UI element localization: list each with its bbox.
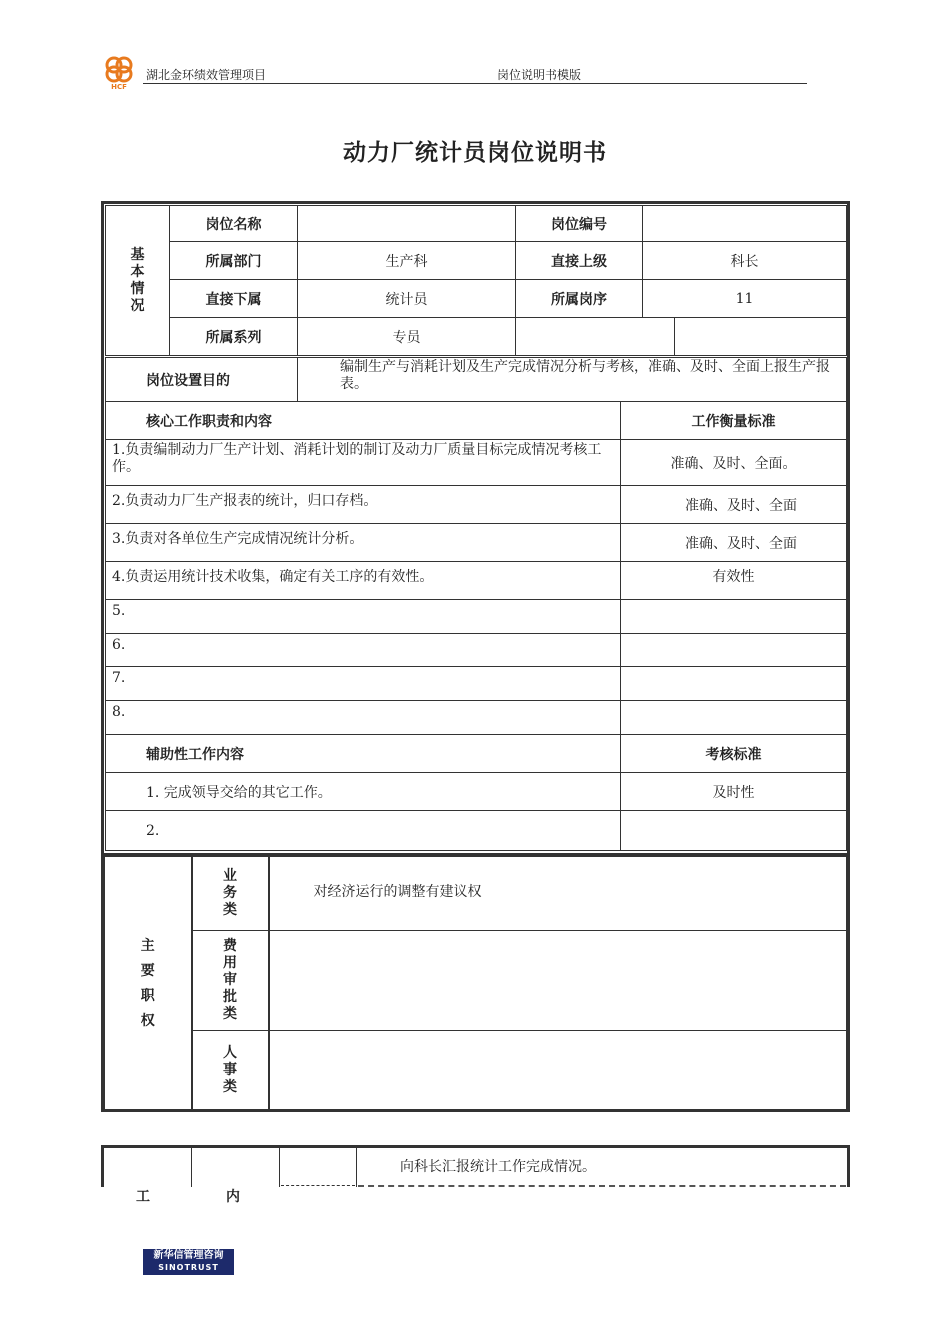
work-dashed-line <box>281 1185 355 1186</box>
authority-category: 费用审批类 <box>192 931 269 1031</box>
core-duty: 6. <box>106 634 621 667</box>
sequence-label: 所属岗序 <box>516 280 643 318</box>
position-name-label: 岗位名称 <box>170 206 298 242</box>
sinotrust-logo: 新华信管理咨询 SINOTRUST <box>143 1249 234 1275</box>
subordinate-label: 直接下属 <box>170 280 298 318</box>
core-standard: 准确、及时、全面。 <box>621 440 847 486</box>
core-standard: 有效性 <box>621 562 847 600</box>
svg-text:HCF: HCF <box>111 83 127 90</box>
core-duty: 1.负责编制动力厂生产计划、消耗计划的制订及动力厂质量目标完成情况考核工作。 <box>106 440 621 486</box>
core-standard <box>621 667 847 701</box>
work-col-divider <box>356 1148 357 1187</box>
company-project-label: 湖北金环绩效管理项目 <box>146 68 267 82</box>
subordinate-value: 统计员 <box>298 280 516 318</box>
aux-standard: 及时性 <box>621 773 847 811</box>
work-table-top-border <box>101 1145 850 1148</box>
core-standard: 准确、及时、全面 <box>621 524 847 562</box>
department-value: 生产科 <box>298 242 516 280</box>
authority-content: 对经济运行的调整有建议权 <box>269 857 847 931</box>
position-code-value <box>643 206 847 242</box>
basic-section-label: 基本情况 <box>106 206 170 356</box>
basic-info-table <box>105 205 847 356</box>
document-title: 动力厂统计员岗位说明书 <box>343 140 607 166</box>
work-label-1: 工 <box>136 1189 150 1205</box>
authority-category: 业务类 <box>192 857 269 931</box>
core-duty: 2.负责动力厂生产报表的统计，归口存档。 <box>106 486 621 524</box>
core-duty: 4.负责运用统计技术收集，确定有关工序的有效性。 <box>106 562 621 600</box>
core-standard <box>621 701 847 735</box>
core-standard <box>621 600 847 634</box>
template-name-label: 岗位说明书模版 <box>497 68 582 82</box>
position-code-label: 岗位编号 <box>516 206 643 242</box>
position-name-value <box>298 206 516 242</box>
department-label: 所属部门 <box>170 242 298 280</box>
series-value: 专员 <box>298 318 516 356</box>
purpose-table <box>105 357 847 402</box>
sequence-value: 11 <box>643 280 847 318</box>
core-header-standard: 工作衡量标准 <box>621 402 847 440</box>
core-duties-table <box>105 401 847 851</box>
core-duty: 8. <box>106 701 621 735</box>
header-divider <box>143 83 807 84</box>
aux-header-duties: 辅助性工作内容 <box>106 735 621 773</box>
core-duty: 3.负责对各单位生产完成情况统计分析。 <box>106 524 621 562</box>
core-standard: 准确、及时、全面 <box>621 486 847 524</box>
authority-table <box>104 856 847 1111</box>
work-content: 向科长汇报统计工作完成情况。 <box>400 1159 596 1175</box>
work-col-divider <box>279 1148 280 1187</box>
core-header-duties: 核心工作职责和内容 <box>106 402 621 440</box>
superior-value: 科长 <box>643 242 847 280</box>
core-duty: 7. <box>106 667 621 701</box>
empty-cell <box>516 318 675 356</box>
superior-label: 直接上级 <box>516 242 643 280</box>
core-duty: 5. <box>106 600 621 634</box>
series-label: 所属系列 <box>170 318 298 356</box>
aux-header-standard: 考核标准 <box>621 735 847 773</box>
work-table-right-border <box>847 1145 850 1187</box>
hcf-logo <box>100 52 138 90</box>
authority-content <box>269 1031 847 1111</box>
authority-section-label: 主要职权 <box>105 857 192 1111</box>
work-table-left-border <box>101 1145 104 1187</box>
work-dashed-line <box>358 1185 846 1187</box>
authority-content <box>269 931 847 1031</box>
core-standard <box>621 634 847 667</box>
work-label-2: 内 <box>226 1189 240 1205</box>
purpose-value: 编制生产与消耗计划及生产完成情况分析与考核，准确、及时、全面上报生产报表。 <box>298 358 847 402</box>
aux-duty: 2. <box>106 811 621 851</box>
authority-category: 人事类 <box>192 1031 269 1111</box>
empty-cell <box>675 318 847 356</box>
aux-duty: 1. 完成领导交给的其它工作。 <box>106 773 621 811</box>
aux-standard <box>621 811 847 851</box>
purpose-label: 岗位设置目的 <box>106 358 298 402</box>
work-col-divider <box>191 1148 192 1187</box>
